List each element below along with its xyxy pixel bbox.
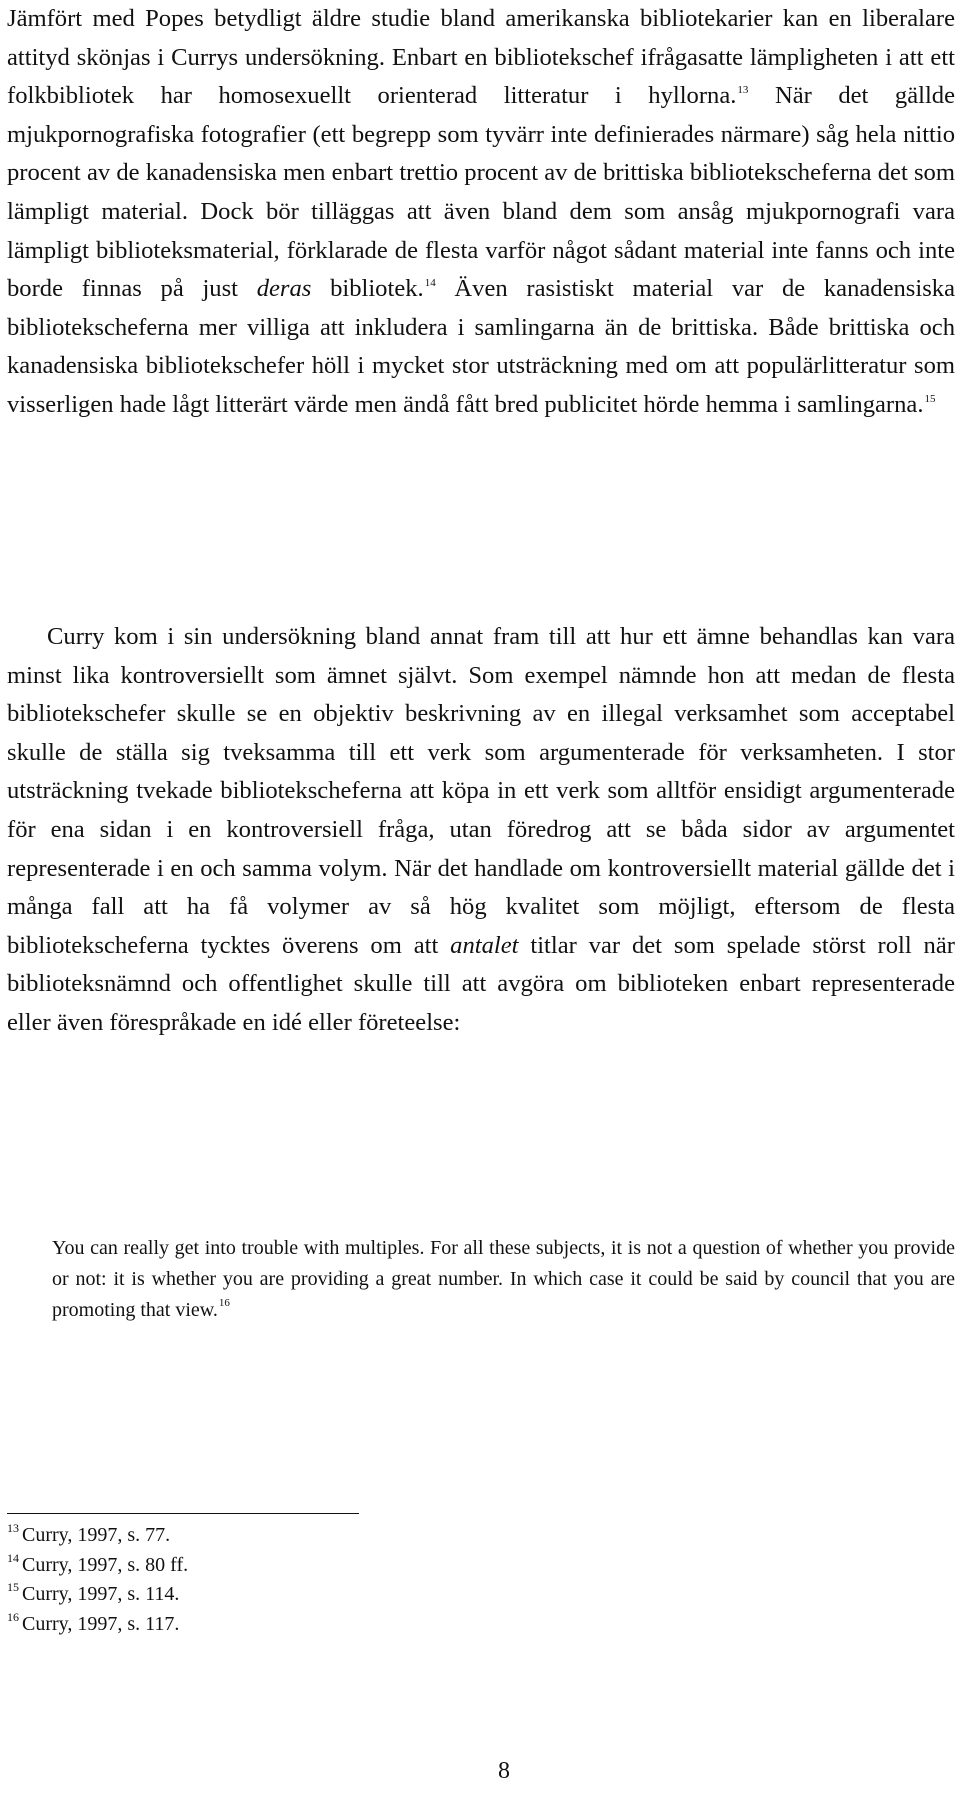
paragraph-text: Curry kom i sin undersökning bland annat fram till att hur ett ämne behandlas kan vara minst lika kontroversiellt som ämnet självt. Som exempel nämnde hon att medan de flesta bibliotekschefer skulle se en objektiv beskrivning av en illegal verksamhet som acceptabel skulle de ställa sig tveksamma till ett verk som argumenterade för verksamheten. I stor utsträckning tvekade bibliotekscheferna att köpa in ett verk som alltför ensidigt argumenterade för ena sidan i en kontroversiell fråga, utan föredrog att se båda sidor av argumentet representerade i en och samma volym. När det handlade om kontroversiellt material gällde det i många fall att ha få volymer av så hög kvalitet som möjligt, eftersom de flesta bibliotekscheferna tycktes överens om att (7, 623, 955, 959)
footnote-ref-15[interactable]: 15 (924, 392, 936, 405)
page-number: 8 (498, 1758, 510, 1784)
footnote-number: 16 (7, 1609, 19, 1624)
emphasis-text: antalet (450, 931, 519, 959)
footnote-text: Curry, 1997, s. 117. (22, 1612, 180, 1635)
footnote-14 (7, 1551, 188, 1581)
paragraph-text: När det gällde mjukpornografiska fotografier (ett begrepp som tyvärr inte definierades närmare) såg hela nittio procent av de kanadensiska men enbart trettio procent av de brittiska bibliotekscheferna det som lämpligt material. Dock bör tilläggas att även bland dem som ansåg mjukpornografi vara lämpligt biblioteksmaterial, förklarade de flesta varför något sådant material inte fanns och inte borde finnas på just (7, 82, 955, 303)
quote-text: You can really get into trouble with multiples. For all these subjects, it is not a question of whether you provide or not: it is whether you are providing a great number. In which case it could be said by council that you are promoting that view. (52, 1237, 955, 1321)
footnote-number: 14 (7, 1550, 19, 1565)
body-paragraph-2 (7, 618, 955, 1043)
footnote-separator (7, 1513, 359, 1514)
footnote-ref-14[interactable]: 14 (424, 276, 436, 289)
footnote-ref-13[interactable]: 13 (737, 83, 749, 96)
footnote-13 (7, 1521, 188, 1551)
footnote-ref-16[interactable]: 16 (218, 1296, 230, 1309)
footnote-15 (7, 1580, 188, 1610)
paragraph-text: titlar var det som spelade störst roll när biblioteksnämnd och offentlighet skulle till att avgöra om biblioteken enbart representerade eller även förespråkade en idé eller företeelse: (7, 931, 955, 1036)
footnote-number: 13 (7, 1521, 19, 1535)
block-quote (52, 1233, 955, 1326)
footnote-text: Curry, 1997, s. 80 ff. (22, 1553, 189, 1576)
footnote-text: Curry, 1997, s. 77. (22, 1524, 171, 1546)
footnotes (7, 1521, 188, 1639)
body-paragraph-1 (7, 0, 955, 425)
footnote-text: Curry, 1997, s. 114. (22, 1583, 180, 1605)
paragraph-text: Även rasistiskt material var de kanadensiska bibliotekscheferna mer villiga att inkludera i samlingarna än de brittiska. Både brittiska och kanadensiska bibliotekschefer höll i mycket stor utsträckning med om att populärlitteratur som visserligen hade lågt litterärt värde men ändå fått bred publicitet hörde hemma i samlingarna. (7, 275, 955, 418)
emphasis-text: deras (256, 275, 312, 303)
paragraph-text: bibliotek. (330, 275, 424, 303)
footnote-number: 15 (7, 1580, 19, 1594)
footnote-16 (7, 1610, 188, 1640)
paragraph-text: Jämfört med Popes betydligt äldre studie bland amerikanska bibliotekarier kan en liberalare attityd skönjas i Currys undersökning. Enbart en bibliotekschef ifrågasatte lämpligheten i att ett folkbibliotek har homosexuellt orienterad litteratur i hyllorna. (7, 5, 955, 110)
